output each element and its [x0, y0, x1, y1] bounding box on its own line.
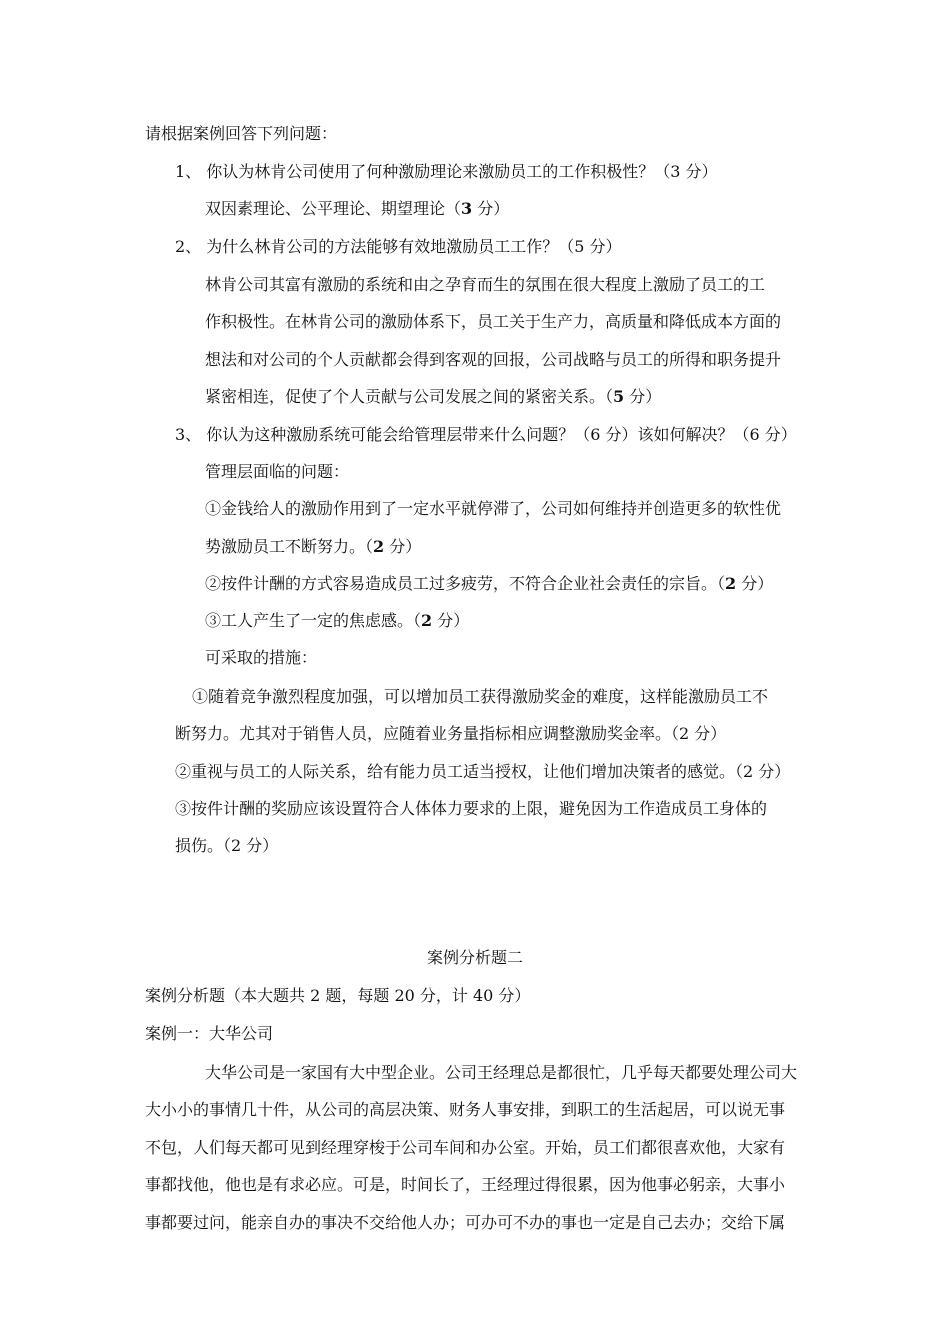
problem-1-tail: 分） — [384, 537, 422, 556]
problem-3-tail: 分） — [432, 611, 470, 630]
answer-2-line: 想法和对公司的个人贡献都会得到客观的回报，公司战略与员工的所得和职务提升 — [205, 350, 782, 369]
measure-3-line: 损伤。（2 分） — [175, 836, 279, 855]
answer-1-text: 双因素理论、公平理论、期望理论（ — [205, 199, 462, 218]
answer-2-line — [205, 387, 661, 407]
measure-1-line: ①随着竞争激烈程度加强，可以增加员工获得激励奖金的难度，这样能激励员工不 — [192, 687, 769, 706]
answer-2-score: 5 — [613, 387, 625, 406]
question-3: 3、 你认为这种激励系统可能会给管理层带来什么问题？（6 分）该如何解决？（6 分） — [175, 425, 797, 444]
answer-1-score: 3 — [461, 199, 473, 218]
problem-1-score: 2 — [373, 537, 385, 556]
problem-3-text: ③工人产生了一定的焦虑感。（ — [205, 611, 422, 630]
case-body-line: 大小小的事情几十件，从公司的高层决策、财务人事安排，到职工的生活起居，可以说无事 — [145, 1100, 786, 1119]
prompt-text: 请根据案例回答下列问题： — [145, 124, 338, 143]
case-body-line: 不包，人们每天都可见到经理穿梭于公司车间和办公室。开始，员工们都很喜欢他，大家有 — [145, 1138, 786, 1157]
problem-1-line — [205, 537, 421, 557]
problem-1-line: ①金钱给人的激励作用到了一定水平就停滞了，公司如何维持并创造更多的软性优 — [205, 499, 782, 518]
problem-2-tail: 分） — [736, 574, 774, 593]
answer-1-tail: 分） — [472, 199, 510, 218]
problem-2 — [205, 574, 773, 594]
case-title: 案例一：大华公司 — [145, 1024, 274, 1043]
problems-heading: 管理层面临的问题： — [205, 462, 350, 481]
problem-1-text: 势激励员工不断努力。（ — [205, 537, 374, 556]
case-body-line: 事都找他，他也是有求必应。可是，时间长了，王经理过得很累，因为他事必躬亲，大事小 — [145, 1175, 786, 1194]
section-title: 案例分析题二 — [426, 948, 523, 967]
case-body-line: 事都要过问，能亲自办的事决不交给他人办；可办可不办的事也一定是自己去办；交给下属 — [145, 1213, 786, 1232]
answer-1 — [205, 199, 509, 219]
problem-2-score: 2 — [725, 574, 737, 593]
measure-3-line: ③按件计酬的奖励应该设置符合人体体力要求的上限，避免因为工作造成员工身体的 — [175, 799, 768, 818]
measure-1-line: 断努力。尤其对于销售人员，应随着业务量指标相应调整激励奖金率。（2 分） — [175, 724, 727, 743]
measures-heading: 可采取的措施： — [205, 648, 318, 667]
answer-2-line: 作积极性。在林肯公司的激励体系下，员工关于生产力，高质量和降低成本方面的 — [205, 312, 782, 331]
answer-2-text: 紧密相连，促使了个人贡献与公司发展之间的紧密关系。（ — [205, 387, 614, 406]
answer-2-tail: 分） — [624, 387, 662, 406]
question-2: 2、 为什么林肯公司的方法能够有效地激励员工工作？（5 分） — [175, 237, 622, 256]
question-1: 1、 你认为林肯公司使用了何种激励理论来激励员工的工作积极性？（3 分） — [175, 162, 718, 181]
problem-3 — [205, 611, 469, 631]
problem-2-text: ②按件计酬的方式容易造成员工过多疲劳，不符合企业社会责任的宗旨。（ — [205, 574, 726, 593]
problem-3-score: 2 — [421, 611, 433, 630]
case-body-line: 大华公司是一家国有大中型企业。公司王经理总是都很忙，几乎每天都要处理公司大 — [205, 1063, 798, 1082]
section-subtitle: 案例分析题（本大题共 2 题，每题 20 分，计 40 分） — [145, 986, 531, 1005]
measure-2: ②重视与员工的人际关系，给有能力员工适当授权，让他们增加决策者的感觉。（2 分） — [175, 762, 791, 781]
answer-2-line: 林肯公司其富有激励的系统和由之孕育而生的氛围在很大程度上激励了员工的工 — [205, 275, 766, 294]
